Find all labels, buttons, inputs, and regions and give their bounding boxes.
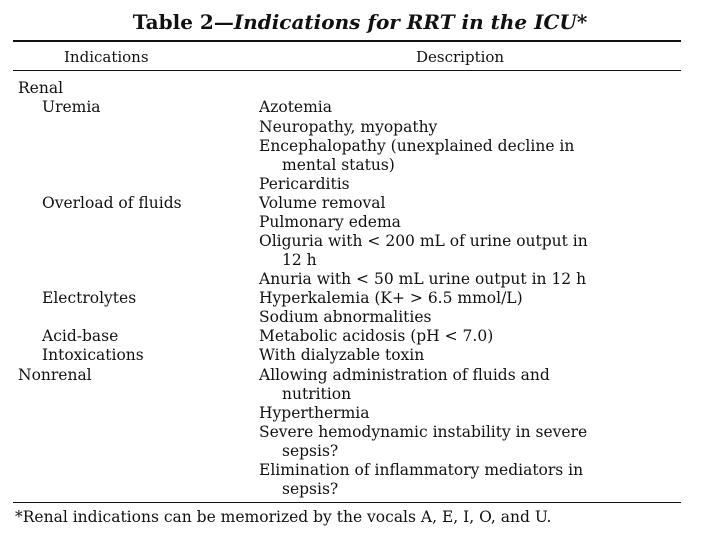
indication-acid-base: Acid-base bbox=[42, 327, 119, 345]
description-allowing-administration-cont: nutrition bbox=[282, 385, 352, 403]
description-metabolic-acidosis: Metabolic acidosis (pH < 7.0) bbox=[259, 327, 494, 345]
description-dialyzable-toxin: With dialyzable toxin bbox=[259, 346, 425, 364]
description-elimination-mediators: Elimination of inflammatory mediators in bbox=[259, 461, 584, 479]
description-pericarditis: Pericarditis bbox=[259, 175, 350, 193]
header-rule bbox=[13, 70, 681, 71]
description-anuria: Anuria with < 50 mL urine output in 12 h bbox=[259, 270, 587, 288]
table-title bbox=[0, 10, 720, 34]
description-allowing-administration: Allowing administration of fluids and bbox=[259, 366, 550, 384]
description-oliguria: Oliguria with < 200 mL of urine output in bbox=[259, 232, 588, 250]
table-title-number: Table 2 bbox=[132, 10, 214, 34]
description-elimination-mediators-cont: sepsis? bbox=[282, 480, 339, 498]
description-volume-removal: Volume removal bbox=[259, 194, 386, 212]
bottom-rule bbox=[13, 502, 681, 503]
indication-overload-of-fluids: Overload of fluids bbox=[42, 194, 182, 212]
description-encephalopathy-cont: mental status) bbox=[282, 156, 395, 174]
column-header-indications: Indications bbox=[64, 48, 149, 66]
indication-uremia: Uremia bbox=[42, 98, 101, 116]
description-neuropathy: Neuropathy, myopathy bbox=[259, 118, 438, 136]
description-sodium-abnormalities: Sodium abnormalities bbox=[259, 308, 432, 326]
description-pulmonary-edema: Pulmonary edema bbox=[259, 213, 401, 231]
description-hemodynamic-instability-cont: sepsis? bbox=[282, 442, 339, 460]
description-oliguria-cont: 12 h bbox=[282, 251, 317, 269]
top-rule bbox=[13, 40, 681, 42]
description-azotemia: Azotemia bbox=[259, 98, 332, 116]
description-hemodynamic-instability: Severe hemodynamic instability in severe bbox=[259, 423, 588, 441]
table-title-dash: — bbox=[213, 10, 234, 34]
indication-renal: Renal bbox=[18, 79, 64, 97]
description-hyperkalemia: Hyperkalemia (K+ > 6.5 mmol/L) bbox=[259, 289, 523, 307]
column-header-description: Description bbox=[416, 48, 505, 66]
table-title-footnote-mark: * bbox=[576, 10, 588, 34]
description-encephalopathy: Encephalopathy (unexplained decline in bbox=[259, 137, 575, 155]
table-footnote: *Renal indications can be memorized by the vocals A, E, I, O, and U. bbox=[15, 508, 552, 526]
indication-intoxications: Intoxications bbox=[42, 346, 144, 364]
description-hyperthermia: Hyperthermia bbox=[259, 404, 370, 422]
table-title-text: Indications for RRT in the ICU bbox=[233, 10, 577, 34]
indication-nonrenal: Nonrenal bbox=[18, 366, 92, 384]
indication-electrolytes: Electrolytes bbox=[42, 289, 137, 307]
